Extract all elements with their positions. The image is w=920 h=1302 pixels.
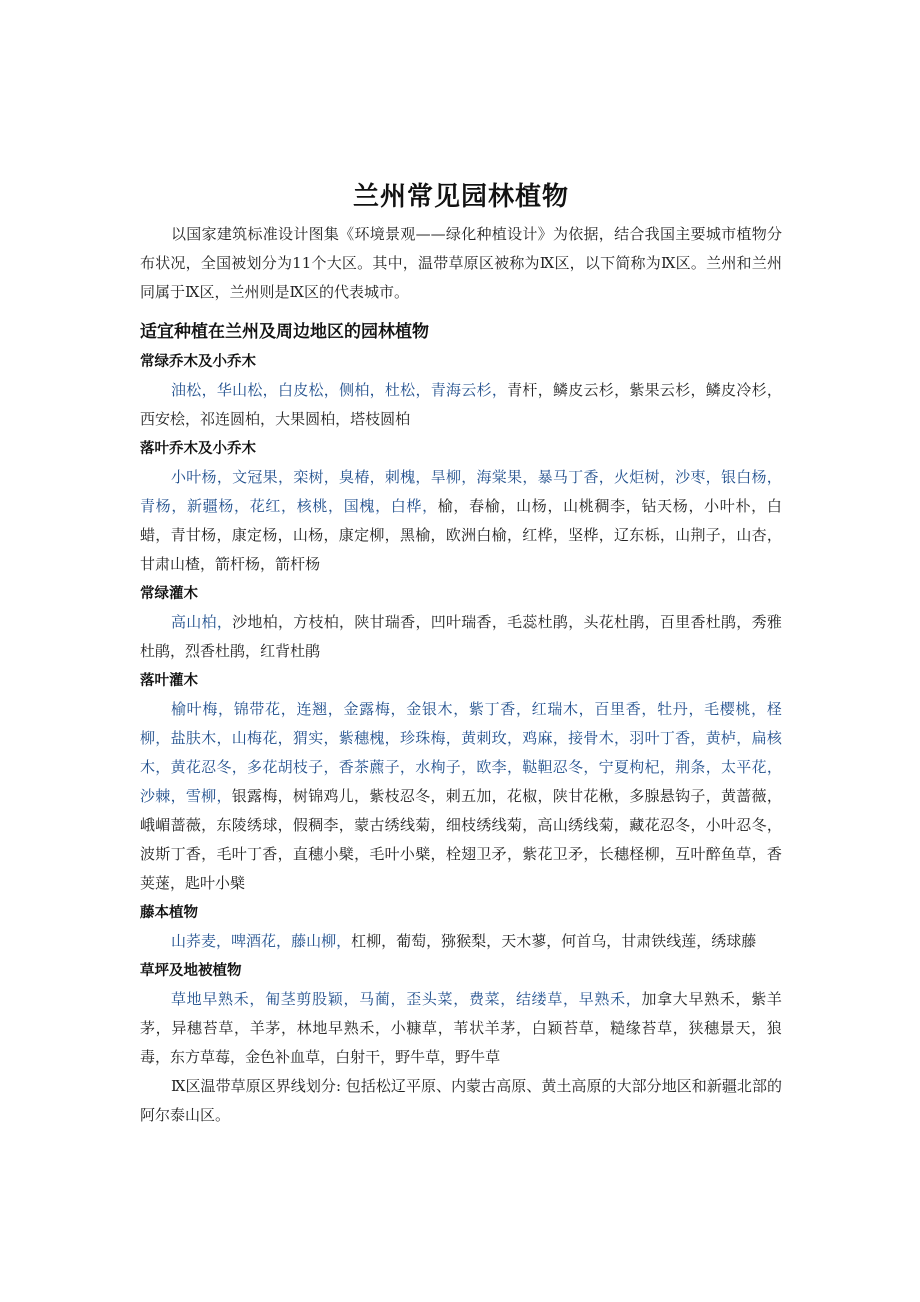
plant-link[interactable]: 山梅花 — [231, 729, 278, 747]
plant-link[interactable]: 侧柏 — [339, 381, 370, 399]
plant-link[interactable]: 山荞麦 — [171, 932, 217, 950]
plant-name: 毛叶小檗 — [369, 845, 431, 863]
plant-link[interactable]: 歪头菜 — [406, 990, 454, 1008]
plant-link[interactable]: 紫穗槐 — [338, 729, 385, 747]
category-heading: 常绿乔木及小乔木 — [140, 354, 256, 370]
plant-name: 山杏 — [736, 526, 767, 544]
plant-name: 紫果云杉 — [629, 381, 691, 399]
plant-link[interactable]: 鞑靼忍冬 — [522, 758, 584, 776]
plant-link[interactable]: 多花胡枝子 — [247, 758, 324, 776]
plant-link[interactable]: 黄刺玫 — [461, 729, 507, 747]
plant-link[interactable]: 沙枣 — [675, 468, 706, 486]
plant-name: 康定杨 — [231, 526, 278, 544]
plant-link[interactable]: 暴马丁香 — [537, 468, 599, 486]
plant-name: 狼毒 — [140, 1019, 782, 1066]
plant-name: 树锦鸡儿 — [292, 787, 355, 805]
plant-name: 陕甘花楸 — [552, 787, 614, 805]
plant-link[interactable]: 海棠果 — [476, 468, 523, 486]
plant-name: 白颖苔草 — [531, 1019, 595, 1037]
plant-name: 峨嵋蔷薇 — [140, 816, 202, 834]
plant-link[interactable]: 青海云杉 — [430, 381, 492, 399]
plant-categories — [140, 347, 782, 1072]
plant-name: 匙叶小檗 — [185, 874, 246, 892]
plant-name: 加拿大早熟禾 — [641, 990, 736, 1008]
plant-link[interactable]: 欧李 — [476, 758, 507, 776]
plant-name: 苇状羊茅 — [453, 1019, 517, 1037]
plant-name: 栓翅卫矛 — [445, 845, 507, 863]
plant-name: 东方草莓 — [170, 1048, 231, 1066]
plant-name: 白射干 — [335, 1048, 381, 1066]
plant-name: 山荆子 — [675, 526, 722, 544]
plant-link[interactable]: 油松 — [171, 381, 202, 399]
plant-name: 花椒 — [506, 787, 538, 805]
plant-link[interactable]: 荆条 — [675, 758, 706, 776]
plant-name: 白蜡 — [140, 497, 782, 544]
plant-link[interactable]: 宁夏枸杞 — [598, 758, 660, 776]
plant-name: 林地早熟禾 — [296, 1019, 376, 1037]
plant-link[interactable]: 花红 — [249, 497, 282, 515]
plant-name: 猕猴梨 — [441, 932, 487, 950]
plant-link[interactable]: 猬实 — [292, 729, 324, 747]
plant-name: 陕甘瑞香 — [354, 613, 416, 631]
category-heading: 藤本植物 — [140, 905, 198, 921]
plant-name: 绣球藤 — [711, 932, 757, 950]
boundary-note: Ⅸ区温带草原区界线划分: 包括松辽平原、内蒙古高原、黄土高原的大部分地区和新疆北部的阿尔泰山区。 — [140, 1077, 782, 1124]
plant-name: 野牛草 — [455, 1048, 501, 1066]
plant-name: 青杆 — [507, 381, 538, 399]
plant-name: 山桃稠李 — [563, 497, 626, 515]
plant-list: 小叶杨，文冠果，栾树，臭椿，刺槐，旱柳，海棠果，暴马丁香，火炬树，沙枣，银白杨，青杨，新疆杨，花红，核桃，国槐，白桦，榆，春榆，山杨，山桃稠李，钻天杨，小叶朴，白蜡，青甘杨，康定杨，山杨，康定柳，黑榆，欧洲白榆，红桦，坚桦，辽东栎，山荆子，山杏，甘肃山楂，箭杆杨，箭杆杨 — [140, 468, 782, 573]
plant-link[interactable]: 草地早熟禾 — [171, 990, 250, 1008]
plant-link[interactable]: 文冠果 — [232, 468, 278, 486]
document-body — [140, 178, 782, 1130]
plant-name: 凹叶瑞香 — [430, 613, 492, 631]
plant-link[interactable]: 刺槐 — [384, 468, 416, 486]
plant-link[interactable]: 银白杨 — [720, 468, 767, 486]
plant-link[interactable]: 沙棘 — [140, 787, 171, 805]
plant-name: 箭杆杨 — [275, 555, 321, 573]
plant-link[interactable]: 黄栌 — [705, 729, 737, 747]
plant-name: 紫花卫矛 — [522, 845, 584, 863]
plant-link[interactable]: 火炬树 — [614, 468, 660, 486]
plant-link[interactable]: 白皮松 — [277, 381, 324, 399]
plant-link[interactable]: 太平花 — [720, 758, 767, 776]
plant-name: 辽东栎 — [614, 526, 660, 544]
category-heading: 常绿灌木 — [140, 586, 198, 602]
plant-name: 香荚蒾 — [140, 845, 782, 892]
plant-name: 小叶忍冬 — [705, 816, 767, 834]
plant-name: 塔枝圆柏 — [350, 410, 411, 428]
plant-link[interactable]: 白桦 — [390, 497, 423, 515]
plant-link[interactable]: 盐肤木 — [170, 729, 217, 747]
plant-link[interactable]: 香茶藨子 — [338, 758, 400, 776]
plant-name: 鳞皮云杉 — [552, 381, 615, 399]
plant-link[interactable]: 早熟禾 — [578, 990, 626, 1008]
plant-link[interactable]: 连翘 — [296, 700, 328, 718]
intro-paragraph: 以国家建筑标准设计图集《环境景观——绿化种植设计》为依据，结合我国主要城市植物分布状况，全国被划分为11个大区。其中，温带草原区被称为Ⅸ区，以下简称为Ⅸ区。兰州和兰州同属于Ⅸ区，兰州则是Ⅸ区的代表城市。 — [140, 225, 782, 301]
plant-name: 康定柳 — [338, 526, 385, 544]
plant-link[interactable]: 栾树 — [293, 468, 324, 486]
plant-list: 油松，华山松，白皮松，侧柏，杜松，青海云杉，青杆，鳞皮云杉，紫果云杉，鳞皮冷杉，西安桧，祁连圆柏，大果圆柏，塔枝圆柏 — [140, 381, 782, 428]
plant-name: 小糠草 — [390, 1019, 438, 1037]
plant-name: 紫羊茅 — [140, 990, 782, 1037]
plant-name: 榆 — [437, 497, 454, 515]
plant-name: 波斯丁香 — [140, 845, 202, 863]
plant-name: 西安桧 — [140, 410, 186, 428]
plant-link[interactable]: 百里香 — [594, 700, 642, 718]
plant-link[interactable]: 啤酒花 — [231, 932, 277, 950]
plant-name: 互叶醉鱼草 — [675, 845, 752, 863]
plant-name: 直穗小檗 — [292, 845, 355, 863]
plant-name: 毛蕊杜鹃 — [507, 613, 569, 631]
plant-name: 百里香杜鹃 — [659, 613, 737, 631]
plant-name: 杠柳 — [351, 932, 382, 950]
plant-link[interactable]: 新疆杨 — [187, 497, 235, 515]
plant-name: 鳞皮冷杉 — [705, 381, 767, 399]
plant-name: 钻天杨 — [641, 497, 689, 515]
plant-name: 黑榆 — [399, 526, 431, 544]
plant-name: 青甘杨 — [170, 526, 217, 544]
section-heading: 适宜种植在兰州及周边地区的园林植物 — [140, 322, 429, 342]
plant-name: 葡萄 — [396, 932, 427, 950]
plant-list: 榆叶梅，锦带花，连翘，金露梅，金银木，紫丁香，红瑞木，百里香，牡丹，毛樱桃，柽柳，盐肤木，山梅花，猬实，紫穗槐，珍珠梅，黄刺玫，鸡麻，接骨木，羽叶丁香，黄栌，扁核木，黄花忍冬，多花胡枝子，香茶藨子，水栒子，欧李，鞑靼忍冬，宁夏枸杞，荆条，太平花，沙棘，雪柳，银露梅，树锦鸡儿，紫枝忍冬，刺五加，花椒，陕甘花楸，多腺悬钩子，黄蔷薇，峨嵋蔷薇，东陵绣球，假稠李，蒙古绣线菊，细枝绣线菊，高山绣线菊，藏花忍冬，小叶忍冬，波斯丁香，毛叶丁香，直穗小檗，毛叶小檗，栓翅卫矛，紫花卫矛，长穗柽柳，互叶醉鱼草，香荚蒾，匙叶小檗 — [140, 700, 782, 892]
plant-link[interactable]: 臭椿 — [339, 468, 370, 486]
plant-name: 黄蔷薇 — [720, 787, 767, 805]
plant-name: 山杨 — [516, 497, 548, 515]
plant-name: 烈香杜鹃 — [185, 642, 246, 660]
plant-name: 蒙古绣线菊 — [354, 816, 431, 834]
plant-name: 紫枝忍冬 — [369, 787, 431, 805]
plant-link[interactable]: 毛樱桃 — [704, 700, 752, 718]
plant-name: 天木蓼 — [501, 932, 547, 950]
plant-name: 欧洲白榆 — [445, 526, 507, 544]
plant-list: 山荞麦，啤酒花，藤山柳，杠柳，葡萄，猕猴梨，天木蓼，何首乌，甘肃铁线莲，绣球藤 — [171, 932, 757, 950]
plant-name: 祁连圆柏 — [200, 410, 261, 428]
plant-name: 秀雅杜鹃 — [140, 613, 782, 660]
category-heading: 落叶乔木及小乔木 — [140, 441, 256, 457]
plant-link[interactable]: 雪柳 — [185, 787, 217, 805]
plant-link[interactable]: 牡丹 — [657, 700, 689, 718]
plant-name: 坚桦 — [568, 526, 599, 544]
plant-name: 沙地柏 — [232, 613, 278, 631]
plant-link[interactable]: 珍珠梅 — [399, 729, 446, 747]
plant-name: 银露梅 — [231, 787, 278, 805]
plant-name: 何首乌 — [561, 932, 607, 950]
plant-list: 高山柏，沙地柏，方枝柏，陕甘瑞香，凹叶瑞香，毛蕊杜鹃，头花杜鹃，百里香杜鹃，秀雅杜鹃，烈香杜鹃，红背杜鹃 — [140, 613, 782, 660]
plant-name: 金色补血草 — [245, 1048, 321, 1066]
plant-name: 红桦 — [522, 526, 553, 544]
plant-link[interactable]: 杜松 — [384, 381, 416, 399]
plant-link[interactable]: 高山柏 — [171, 613, 217, 631]
plant-name: 春榆 — [469, 497, 501, 515]
plant-link[interactable]: 红瑞木 — [531, 700, 579, 718]
plant-link[interactable]: 鸡麻 — [522, 729, 553, 747]
plant-name: 甘肃铁线莲 — [621, 932, 697, 950]
plant-link[interactable]: 青杨 — [140, 497, 172, 515]
plant-name: 方枝柏 — [293, 613, 340, 631]
plant-link[interactable]: 结缕草 — [515, 990, 564, 1008]
plant-name: 红背杜鹃 — [260, 642, 321, 660]
plant-link[interactable]: 锦带花 — [233, 700, 281, 718]
plant-name: 狭穗景天 — [688, 1019, 752, 1037]
plant-name: 假稠李 — [292, 816, 339, 834]
plant-name: 长穗柽柳 — [598, 845, 660, 863]
plant-name: 野牛草 — [395, 1048, 441, 1066]
plant-link[interactable]: 华山松 — [216, 381, 263, 399]
plant-name: 羊茅 — [249, 1019, 282, 1037]
plant-link[interactable]: 接骨木 — [568, 729, 614, 747]
category-heading: 草坪及地被植物 — [140, 963, 242, 979]
page-title: 兰州常见园林植物 — [352, 182, 569, 212]
plant-link[interactable]: 金露梅 — [343, 700, 391, 718]
plant-name: 东陵绣球 — [216, 816, 278, 834]
plant-name: 异穗苔草 — [171, 1019, 235, 1037]
plant-link[interactable]: 榆叶梅 — [171, 700, 219, 718]
plant-name: 头花杜鹃 — [583, 613, 645, 631]
plant-link[interactable]: 费菜 — [468, 990, 501, 1008]
plant-name: 糙缘苔草 — [610, 1019, 673, 1037]
plant-name: 山杨 — [292, 526, 324, 544]
category-heading: 落叶灌木 — [140, 673, 198, 689]
plant-link[interactable]: 旱柳 — [430, 468, 462, 486]
plant-link[interactable]: 小叶杨 — [171, 468, 217, 486]
plant-link[interactable]: 水栒子 — [415, 758, 462, 776]
plant-name: 刺五加 — [445, 787, 492, 805]
plant-link[interactable]: 紫丁香 — [468, 700, 516, 718]
plant-name: 高山绣线菊 — [537, 816, 614, 834]
plant-link[interactable]: 国槐 — [343, 497, 376, 515]
plant-name: 多腺悬钩子 — [629, 787, 706, 805]
plant-name: 甘肃山楂 — [140, 555, 201, 573]
plant-link[interactable]: 马蔺 — [359, 990, 391, 1008]
plant-link[interactable]: 匍茎剪股颖 — [265, 990, 344, 1008]
plant-link[interactable]: 羽叶丁香 — [629, 729, 691, 747]
plant-link[interactable]: 柽柳 — [140, 700, 782, 747]
plant-name: 大果圆柏 — [275, 410, 336, 428]
plant-name: 细枝绣线菊 — [445, 816, 523, 834]
plant-link[interactable]: 金银木 — [406, 700, 454, 718]
plant-name: 藏花忍冬 — [629, 816, 691, 834]
plant-name: 毛叶丁香 — [216, 845, 278, 863]
plant-link[interactable]: 扁核木 — [140, 729, 782, 776]
plant-link[interactable]: 黄花忍冬 — [170, 758, 232, 776]
plant-link[interactable]: 藤山柳 — [291, 932, 337, 950]
plant-list: 草地早熟禾，匍茎剪股颖，马蔺，歪头菜，费菜，结缕草，早熟禾，加拿大早熟禾，紫羊茅，异穗苔草，羊茅，林地早熟禾，小糠草，苇状羊茅，白颖苔草，糙缘苔草，狭穗景天，狼毒，东方草莓，金色补血草，白射干，野牛草，野牛草 — [140, 990, 782, 1066]
plant-link[interactable]: 核桃 — [296, 497, 329, 515]
plant-name: 小叶朴 — [704, 497, 752, 515]
plant-name: 箭杆杨 — [215, 555, 261, 573]
